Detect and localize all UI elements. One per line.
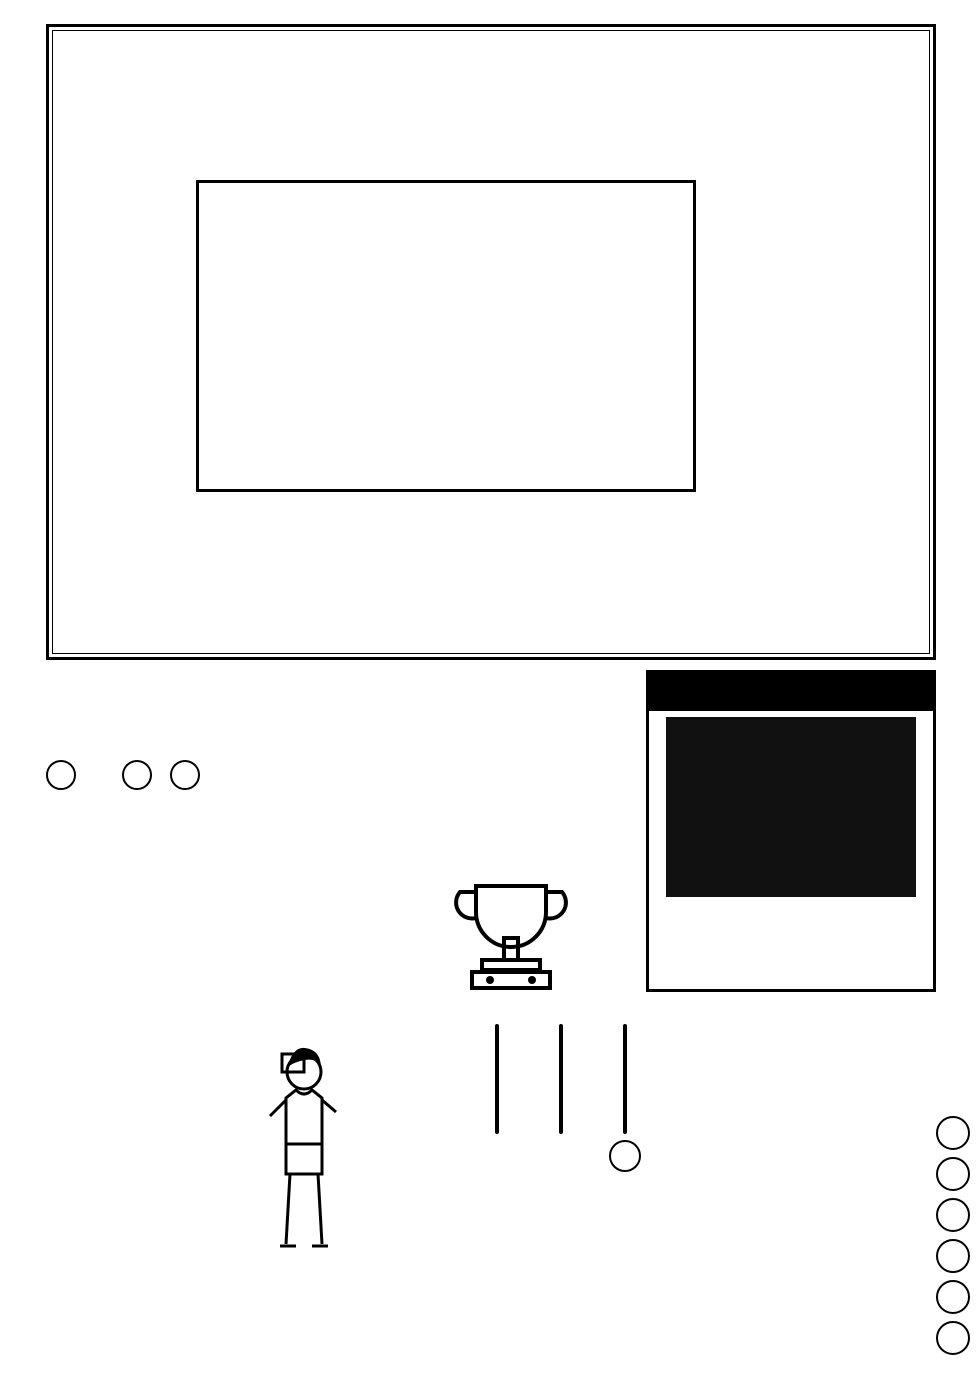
wave-values (596, 1140, 654, 1182)
forecast-ball (936, 1239, 970, 1273)
forecast-ball-list (936, 1116, 970, 1355)
analysis-column (386, 672, 636, 992)
wave-column-green (532, 1024, 590, 1140)
wave-label (495, 1024, 499, 1134)
zodiac-puzzle-image (666, 717, 916, 897)
forecast-ball (936, 1198, 970, 1232)
tips-header (46, 672, 314, 728)
bottom-section (46, 1012, 936, 1332)
cartoon-girl-icon (256, 1034, 352, 1284)
forecast-ball (936, 1280, 970, 1314)
special-code-banner (649, 673, 933, 711)
forecast-ball (936, 1321, 970, 1355)
wave-column-blue (468, 1024, 526, 1140)
wave-label (559, 1024, 563, 1134)
vertical-title-column (322, 672, 382, 972)
tips-numbers (46, 760, 314, 790)
top-marquee (38, 2, 942, 22)
number-chip (170, 760, 200, 790)
forecast-ball (936, 1157, 970, 1191)
wave-table (366, 1024, 656, 1214)
wave-column-red (596, 1024, 654, 1182)
wave-label (623, 1024, 627, 1134)
sheet-music-graphic (366, 1024, 462, 1214)
three-colors-column (366, 1018, 656, 1214)
trophy-icon (446, 878, 576, 998)
tips-column (46, 672, 314, 992)
number-chip (46, 760, 76, 790)
forecast-ball (936, 1116, 970, 1150)
left-rail (0, 0, 38, 1388)
forecast-column (676, 1012, 936, 1020)
joke-column (46, 1030, 346, 1040)
number-chip (122, 760, 152, 790)
special-code-box (646, 670, 936, 992)
bottom-marquee (38, 1364, 942, 1384)
tips-labels (46, 734, 314, 756)
page-title (207, 193, 677, 273)
title-panel (196, 180, 696, 492)
middle-section (46, 672, 936, 1002)
wave-value-circled (609, 1140, 641, 1172)
